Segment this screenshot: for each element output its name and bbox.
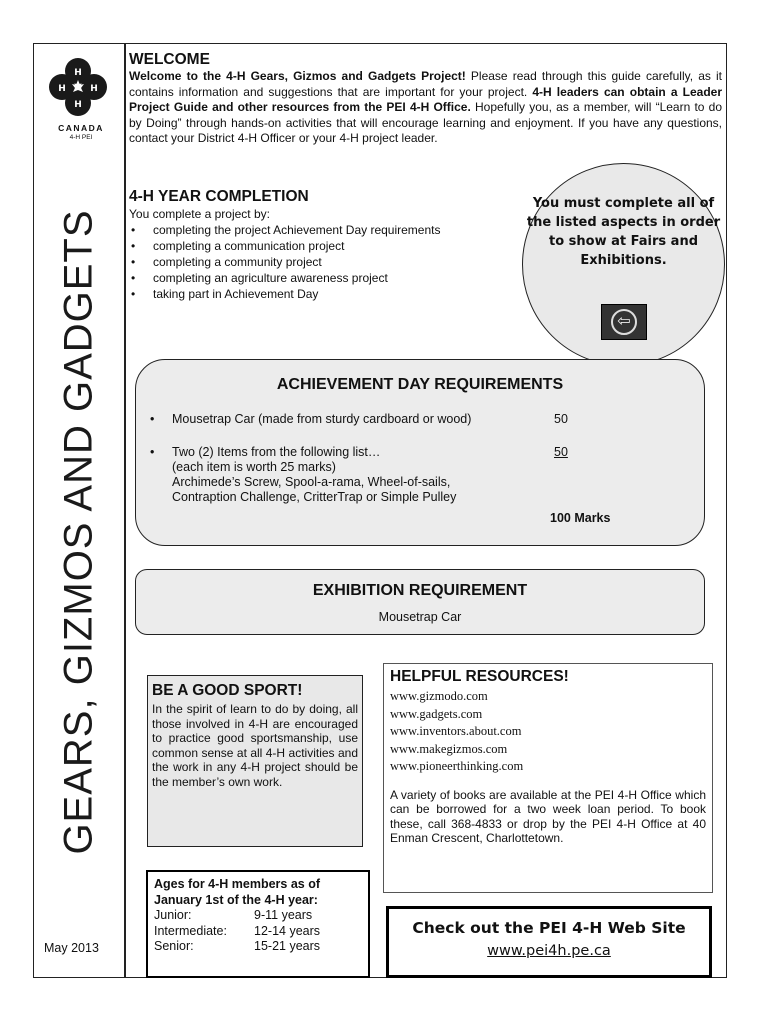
ages-title: Ages for 4-H members as of (154, 877, 321, 891)
age-value: 9-11 years (254, 908, 313, 922)
resource-link[interactable]: www.inventors.about.com (390, 724, 522, 738)
age-row (154, 908, 362, 924)
resources-title: HELPFUL RESOURCES! (390, 668, 569, 685)
resource-link[interactable]: www.gizmodo.com (390, 689, 488, 703)
website-cta: Check out the PEI 4-H Web Site (412, 919, 686, 937)
resource-link[interactable]: www.gadgets.com (390, 706, 483, 721)
good-sport-text: In the spirit of learn to do by doing, all those involved in 4-H are encouraged to practice good sportsmanship, use common sense at all 4-H activities and the work in any 4-H project should be the member’s own work. (152, 702, 358, 789)
callout-text: You must complete all of the listed aspects in order to show at Fairs and Exhibitions. (526, 196, 721, 268)
back-arrow-button[interactable] (601, 304, 647, 340)
age-row (154, 939, 362, 955)
resource-link[interactable]: www.pioneerthinking.com (390, 759, 524, 773)
sidebar-divider (124, 43, 126, 978)
back-arrow-icon: ⇦ (611, 309, 637, 335)
age-label: Junior: (154, 908, 192, 922)
welcome-intro: Welcome to the 4-H Gears, Gizmos and Gadgets Project! (129, 69, 466, 83)
welcome-text-1: Please read through this guide carefully, as it contains information and suggestions that are important for your project. (129, 69, 722, 99)
welcome-section (129, 51, 722, 69)
website-link[interactable]: www.pei4h.pe.ca (487, 943, 611, 959)
exhibition-title: EXHIBITION REQUIREMENT (312, 582, 528, 599)
exhibition-item: Mousetrap Car (378, 610, 462, 624)
age-value: 12-14 years (254, 923, 321, 938)
list-item: • completing a communication project (129, 238, 440, 254)
requirement-item: • Two (2) Items from the following list… (each item is worth 25 marks) Archimede’s Screw, Spool-a-rama, Wheel-of-sails, Contraption Challenge, CritterTrap or Simple Pulley (150, 445, 457, 504)
age-value: 15-21 years (254, 939, 321, 953)
website-box (386, 906, 712, 978)
country-sub-label: 4-H PEI (69, 134, 93, 141)
achievement-panel (135, 359, 705, 546)
welcome-body (129, 69, 722, 147)
clover-logo-icon (47, 56, 109, 118)
requirement-options: Archimede’s Screw, Spool-a-rama, Wheel-of-sails, (172, 475, 451, 489)
completion-intro: You complete a project by: (129, 207, 270, 221)
resources-box (383, 663, 713, 893)
age-row (154, 924, 362, 940)
ages-title: January 1st of the 4-H year: (154, 892, 318, 907)
completion-callout (522, 163, 725, 366)
ages-box (146, 870, 370, 978)
requirement-label: Mousetrap Car (made from sturdy cardboard or wood) (172, 412, 472, 426)
welcome-title: WELCOME (129, 51, 210, 68)
svg-text:H: H (58, 84, 66, 94)
resource-link[interactable]: www.makegizmos.com (390, 741, 508, 756)
list-item: • completing the project Achievement Day requirements (129, 222, 440, 238)
welcome-leaders: 4-H leaders can obtain a Leader Project Guide and other resources from the PEI 4-H Office. (129, 84, 722, 115)
svg-text:H: H (74, 100, 82, 110)
resources-text: A variety of books are available at the PEI 4-H Office which can be borrowed for a two week loan period. To book these, call 368-4833 or drop by the PEI 4-H Office at 40 Enman Crescent, Charlottetown. (390, 787, 706, 845)
requirement-note: (each item is worth 25 marks) (172, 460, 336, 474)
list-item: • completing an agriculture awareness project (129, 270, 440, 286)
svg-text:H: H (90, 84, 98, 94)
exhibition-panel (135, 569, 705, 635)
issue-date: May 2013 (44, 941, 99, 955)
total-marks: 100 Marks (550, 511, 611, 525)
requirement-label: Two (2) Items from the following list… (172, 445, 381, 459)
list-item: • completing a community project (129, 254, 440, 270)
project-title-vertical: GEARS, GIZMOS AND GADGETS (56, 209, 101, 855)
requirement-options: Contraption Challenge, CritterTrap or Simple Pulley (172, 490, 457, 504)
age-label: Senior: (154, 939, 194, 953)
welcome-text-2: Hopefully you, as a member, will “Learn to do by Doing” through hands-on activities that will encourage learning and enjoyment. If you have any questions, contact your District 4-H Officer or your 4-H project leader. (129, 100, 722, 146)
completion-title: 4-H YEAR COMPLETION (129, 188, 309, 205)
completion-list (129, 222, 440, 302)
requirement-marks: 50 (554, 412, 568, 426)
svg-text:H: H (74, 68, 82, 78)
requirement-marks: 50 (554, 445, 568, 459)
list-item: • taking part in Achievement Day (129, 286, 440, 302)
requirement-item: • Mousetrap Car (made from sturdy cardboard or wood) (150, 412, 472, 426)
good-sport-title: BE A GOOD SPORT! (152, 682, 303, 699)
good-sport-box (147, 675, 363, 847)
country-label: CANADA (58, 123, 104, 133)
achievement-title: ACHIEVEMENT DAY REQUIREMENTS (276, 376, 564, 393)
age-label: Intermediate: (154, 923, 227, 938)
